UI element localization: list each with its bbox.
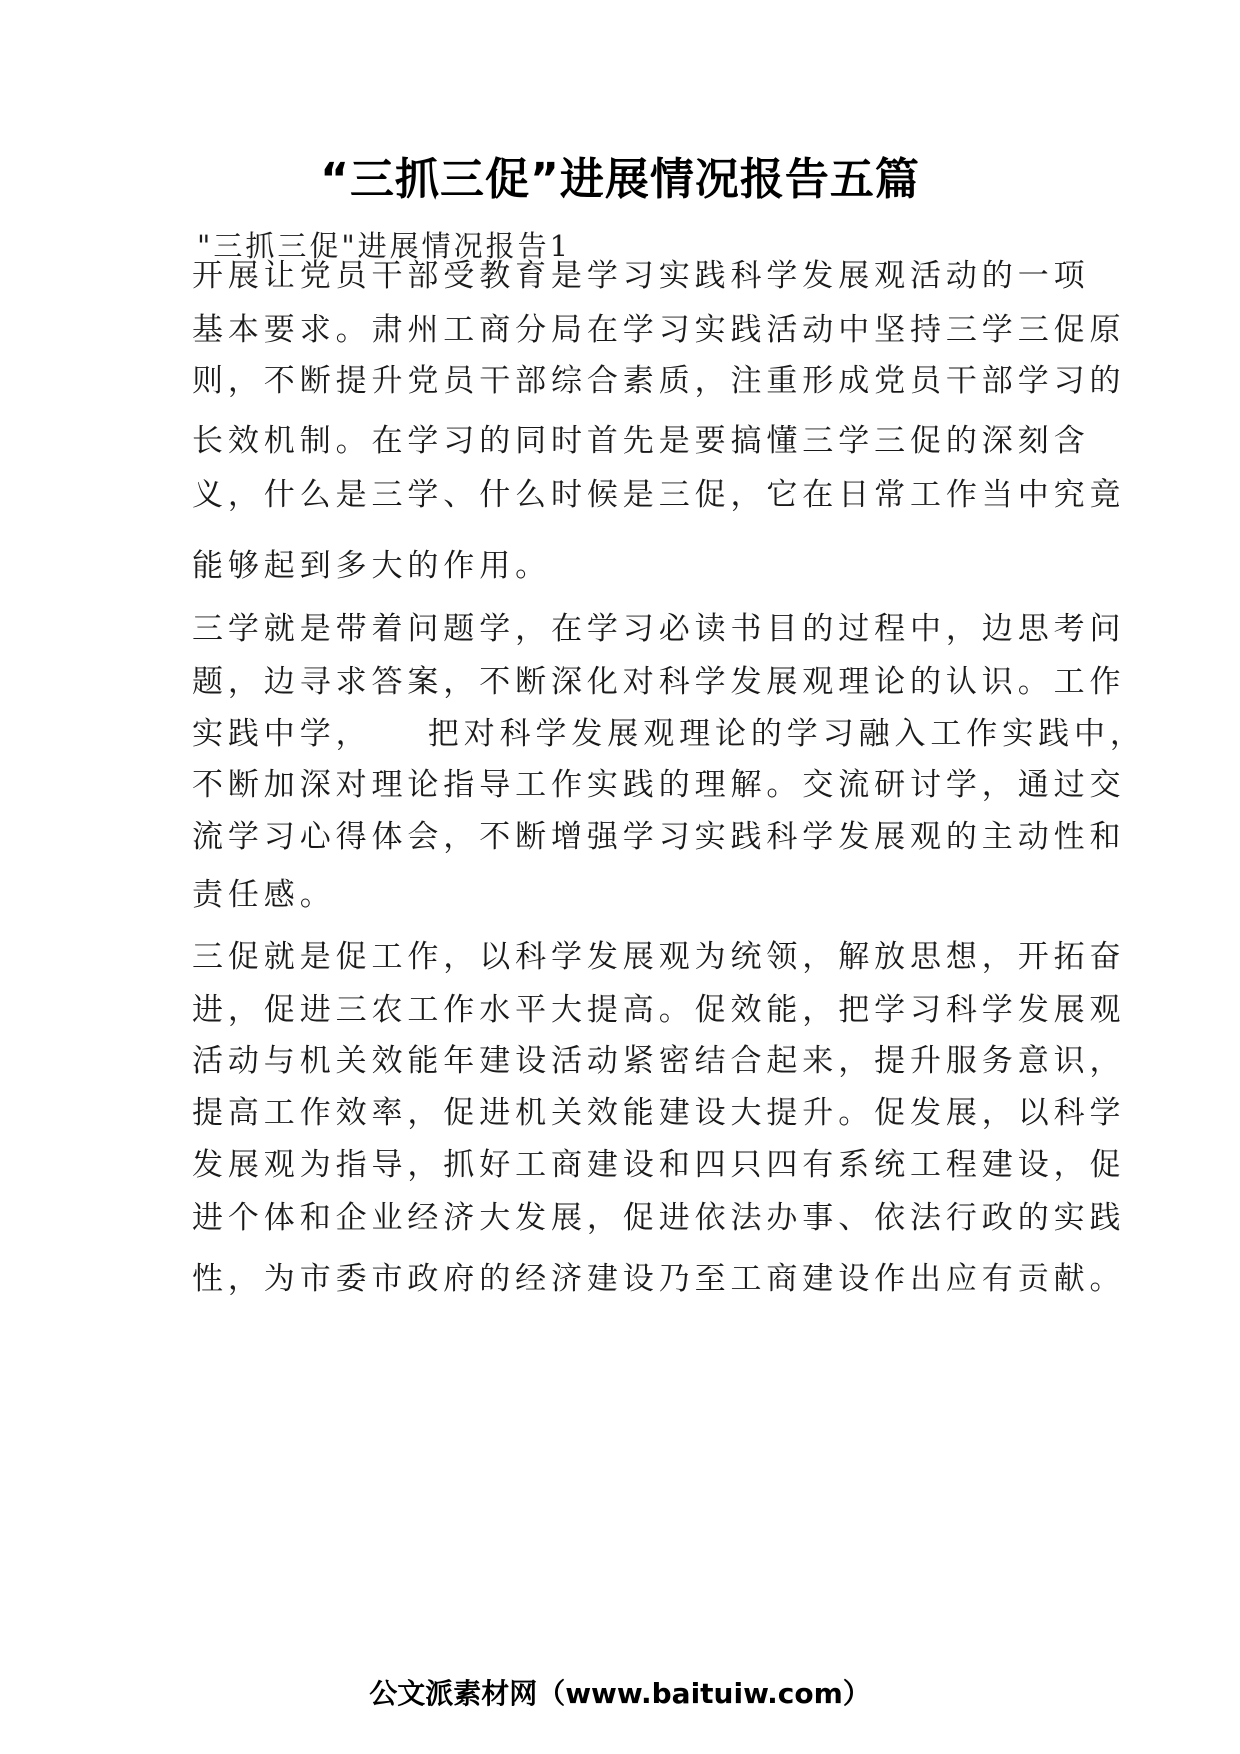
body-line: 实践中学， 把对科学发展观理论的学习融入工作实践中， (192, 716, 1146, 752)
body-line: 活动与机关效能年建设活动紧密结合起来，提升服务意识， (192, 1043, 1126, 1079)
body-line: 三学就是带着问题学，在学习必读书目的过程中，边思考问 (192, 611, 1126, 647)
body-line: 流学习心得体会，不断增强学习实践科学发展观的主动性和 (192, 819, 1126, 855)
document-title: “三抓三促”进展情况报告五篇 (320, 154, 920, 205)
body-line: 能够起到多大的作用。 (192, 548, 551, 584)
body-line: 责任感。 (192, 877, 336, 913)
footer-source: 公文派素材网（www.baituiw.com） (369, 1677, 871, 1710)
body-line: 不断加深对理论指导工作实践的理解。交流研讨学，通过交 (192, 767, 1126, 803)
body-line: 基本要求。肃州工商分局在学习实践活动中坚持三学三促原 (192, 312, 1126, 348)
body-line: 三促就是促工作，以科学发展观为统领，解放思想，开拓奋 (192, 939, 1126, 975)
body-line: 开展让党员干部受教育是学习实践科学发展观活动的一项 (192, 258, 1090, 294)
body-line: 发展观为指导，抓好工商建设和四只四有系统工程建设，促 (192, 1147, 1126, 1183)
body-line: 性，为市委市政府的经济建设乃至工商建设作出应有贡献。 (192, 1261, 1126, 1297)
body-line: 进个体和企业经济大发展，促进依法办事、依法行政的实践 (192, 1200, 1126, 1236)
body-line: 长效机制。在学习的同时首先是要搞懂三学三促的深刻含 (192, 423, 1090, 459)
body-line: 题，边寻求答案，不断深化对科学发展观理论的认识。工作 (192, 664, 1126, 700)
body-line: 则，不断提升党员干部综合素质，注重形成党员干部学习的 (192, 363, 1126, 399)
section-heading: "三抓三促"进展情况报告1 (197, 229, 572, 263)
body-line: 提高工作效率，促进机关效能建设大提升。促发展，以科学 (192, 1095, 1126, 1131)
body-line: 义，什么是三学、什么时候是三促，它在日常工作当中究竟 (192, 477, 1126, 513)
body-line: 进，促进三农工作水平大提高。促效能，把学习科学发展观 (192, 992, 1126, 1028)
